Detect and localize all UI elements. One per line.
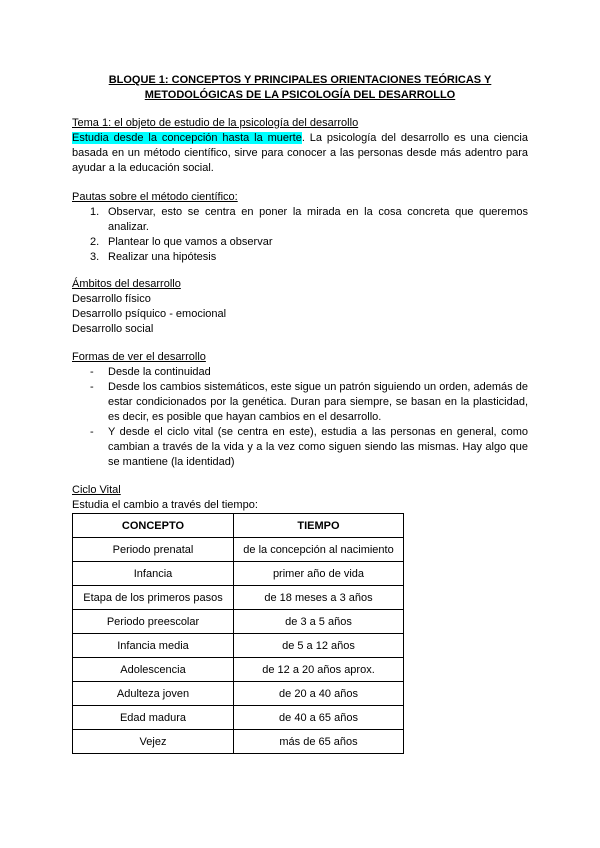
ambitos-heading: Ámbitos del desarrollo [72,278,181,290]
formas-heading: Formas de ver el desarrollo [72,351,206,363]
table-row [73,706,404,730]
highlighted-text: Estudia desde la concepción hasta la muerte [72,132,302,144]
concepto-cell: Adolescencia [73,658,234,682]
list-item-text: Realizar una hipótesis [108,251,217,263]
concepto-cell: Infancia media [73,634,234,658]
concepto-cell: Vejez [73,730,234,754]
table-header-row [73,514,404,538]
section-tema [72,116,528,176]
tiempo-cell: de 40 a 65 años [234,706,404,730]
list-marker: 1. [90,206,100,218]
list-item-text: Desde los cambios sistemáticos, este sigue un patrón siguiendo un orden, además de estar condicionados por la genética. Duran para siempre, se basan en la plasticidad, es decir, es posible que hayan cambios en el desarrollo. [108,381,528,423]
table-row [73,610,404,634]
pautas-heading: Pautas sobre el método científico: [72,191,238,203]
ciclo-heading: Ciclo Vital [72,484,121,496]
ambito-item: Desarrollo físico [72,293,151,305]
ciclo-vital-table [72,513,404,754]
pautas-list [72,205,528,265]
tema-text: . La psicología del desarrollo es una ciencia basada en un método científico, sirve para conocer a las personas desde más adentro para ayudar a la educación social. [72,132,528,174]
section-ambitos [72,277,528,337]
table-row [73,538,404,562]
list-marker: - [90,426,94,438]
tiempo-cell: de 20 a 40 años [234,682,404,706]
tiempo-cell: primer año de vida [234,562,404,586]
formas-list [72,365,528,470]
section-formas [72,350,528,470]
tiempo-cell: de 18 meses a 3 años [234,586,404,610]
tema-paragraph [72,131,528,176]
table-row [73,730,404,754]
list-marker: 2. [90,236,100,248]
table-row [73,634,404,658]
tema-heading: Tema 1: el objeto de estudio de la psicología del desarrollo [72,117,359,129]
list-marker: 3. [90,251,100,263]
ciclo-intro: Estudia el cambio a través del tiempo: [72,499,258,511]
ambito-item: Desarrollo social [72,323,154,335]
list-item-text: Plantear lo que vamos a observar [108,236,273,248]
list-marker: - [90,366,94,378]
concepto-cell: Periodo preescolar [73,610,234,634]
list-item-text: Desde la continuidad [108,366,211,378]
list-item-text: Y desde el ciclo vital (se centra en este), estudia a las personas en general, como cambian a través de la vida y a la vez como siguen siendo las mismas. Hay algo que se mantiene (la identidad) [108,426,528,468]
column-header: TIEMPO [234,514,404,538]
table-row [73,682,404,706]
list-item [72,235,528,250]
concepto-cell: Edad madura [73,706,234,730]
list-item [72,425,528,470]
table-row [73,658,404,682]
list-marker: - [90,381,94,393]
tiempo-cell: de 3 a 5 años [234,610,404,634]
concepto-cell: Adulteza joven [73,682,234,706]
concepto-cell: Periodo prenatal [73,538,234,562]
tiempo-cell: de 5 a 12 años [234,634,404,658]
column-header: CONCEPTO [73,514,234,538]
list-item [72,250,528,265]
table-row [73,586,404,610]
list-item [72,365,528,380]
section-pautas [72,190,528,265]
list-item [72,205,528,235]
document-title: BLOQUE 1: CONCEPTOS Y PRINCIPALES ORIENTACIONES TEÓRICAS Y METODOLÓGICAS DE LA PSICOLOGÍA DEL DESARROLLO [108,74,492,101]
list-item [72,380,528,425]
ambito-item: Desarrollo psíquico - emocional [72,308,227,320]
concepto-cell: Infancia [73,562,234,586]
tiempo-cell: de la concepción al nacimiento [234,538,404,562]
tiempo-cell: de 12 a 20 años aprox. [234,658,404,682]
section-ciclo [72,483,528,513]
tiempo-cell: más de 65 años [234,730,404,754]
list-item-text: Observar, esto se centra en poner la mirada en la cosa concreta que queremos analizar. [108,206,528,233]
table-row [73,562,404,586]
concepto-cell: Etapa de los primeros pasos [73,586,234,610]
